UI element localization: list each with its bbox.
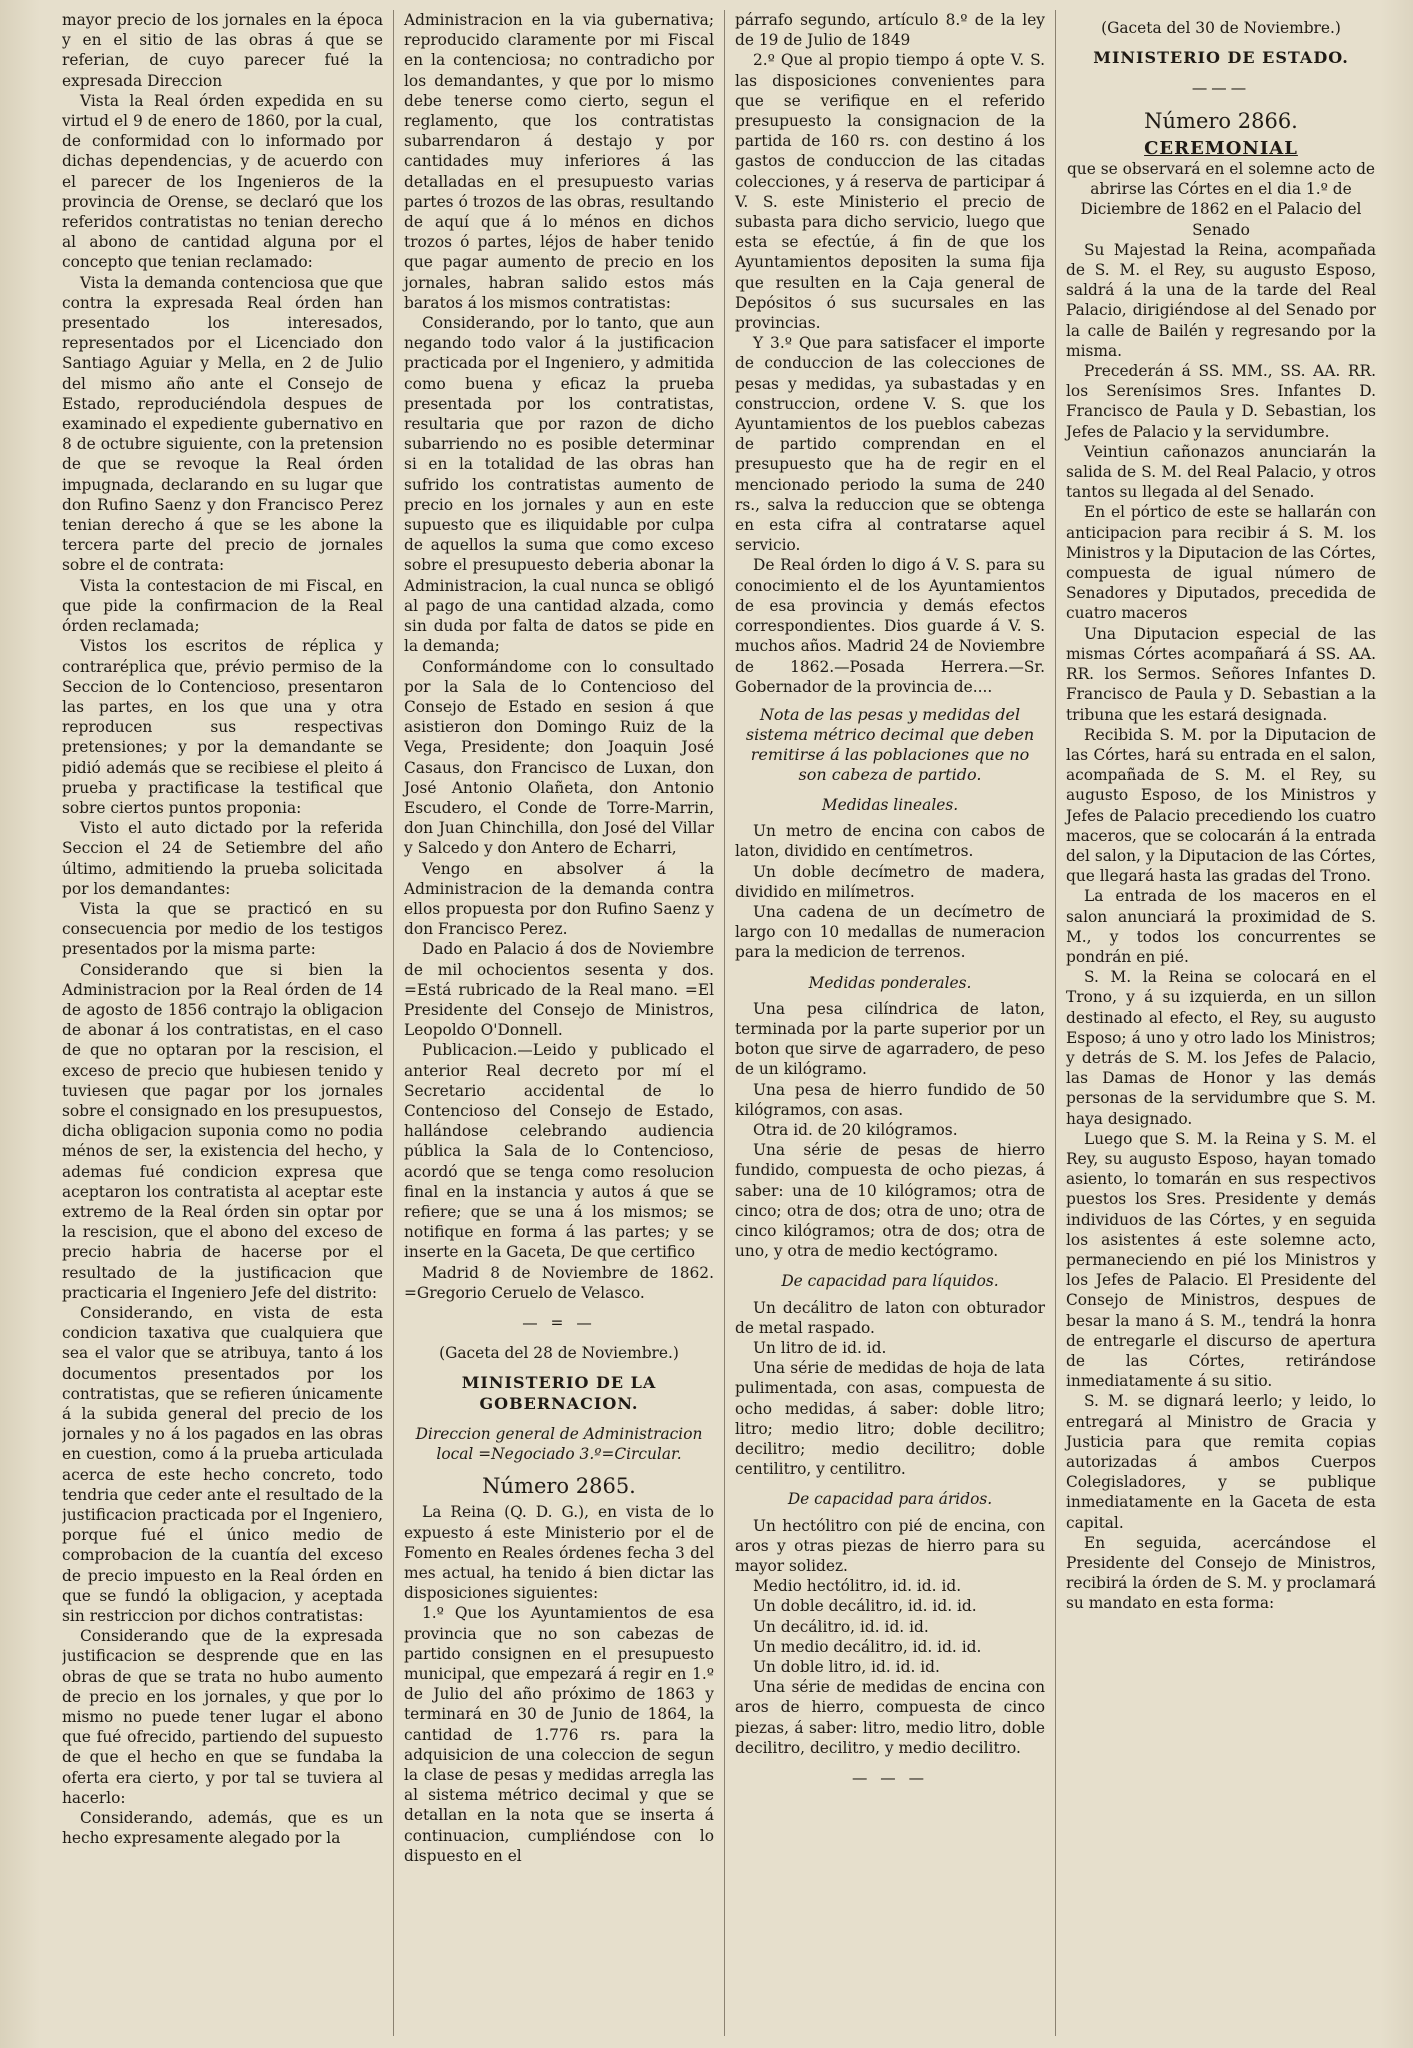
paragraph: La entrada de los maceros en el salon anunciará la proximidad de S. M., y todos los concurrentes se pondrán en pié. <box>1066 887 1376 966</box>
paragraph: Considerando, en vista de esta condicion taxativa que cualquiera que sea el valor que se atribuya, tanto á los documentos presentados por los contratistas, que se refieren únicamente á la subida general del precio de los jornales y no á los pagados en las obras en cuestion, como á la prueba articulada acerca de este hecho concreto, todo tendria que ceder ante el resultado de la justificacion practicada por el Ingeniero, porque fué el único medio de comprobacion de la cuantía del exceso de precio impuesto en la Real órden en que se fundó la obligacion, y aceptada sin restriccion por dichos contratistas: <box>62 1304 383 1626</box>
paragraph: Una série de medidas de hoja de lata pulimentada, con asas, compuesta de ocho medidas, á saber: doble litro; litro; medio litro; doble decilitro; decilitro; medio decilitro; doble centilitro, y centilitro. <box>735 1359 1045 1479</box>
paragraph: Vistos los escritos de réplica y contraréplica que, prévio permiso de la Seccion de lo Contencioso, presentaron las partes, en los que una y otra reproducen sus respectivas pretensiones; y por la demandante se pidió además que se recibiese el pleito á prueba y practificase la testifical que sobre ciertos puntos proponia: <box>62 637 383 817</box>
paragraph: Un litro de id. id. <box>753 1338 887 1357</box>
paragraph: Un doble decálitro, id. id. id. <box>753 1597 977 1616</box>
paragraph: Considerando que de la expresada justificacion se desprende que en las obras de que se trata no hubo aumento de precio en los jornales, y que por lo mismo no puede tener lugar el abono que fué ofrecido, partiendo del supuesto de que el hecho en que se fundaba la oferta era cierto, y por tal se tuviera al hacerlo: <box>62 1627 383 1807</box>
paragraph: Dado en Palacio á dos de Noviembre de mil ochocientos sesenta y dos. =Está rubricado de la Real mano. =El Presidente del Consejo de Ministros, Leopoldo O'Donnell. <box>404 940 714 1040</box>
paragraph: Vista la que se practicó en su consecuencia por medio de los testigos presentados por la misma parte: <box>62 899 383 959</box>
paragraph: Considerando que si bien la Administracion por la Real órden de 14 de agosto de 1856 contrajo la obligacion de abonar á los contratistas, en el caso de que no optaran por la rescision, el exceso de precio que hubiesen tenido y tuviesen que pagar por los jornales sobre el consignado en los presupuestos, dicha obligacion suponia como no podia ménos de ser, la existencia del hecho, y ademas fué condicion expresa que aceptaron los contratista al aceptar este extremo de la Real órden sin optar por la rescision, que el abono del exceso de precio habria de hacerse por el resultado de la justificacion que practicaria el Ingeniero Jefe del distrito: <box>62 960 383 1302</box>
paragraph: Vista la contestacion de mi Fiscal, en que pide la confirmacion de la Real órden reclamada; <box>62 576 383 636</box>
separator: — — — <box>852 1769 928 1788</box>
paragraph: párrafo segundo, artículo 8.º de la ley de 19 de Julio de 1849 <box>735 11 1045 50</box>
paragraph: Veintiun cañonazos anunciarán la salida de S. M. del Real Palacio, y otros tantos su llegada al del Senado. <box>1066 442 1376 502</box>
ministry-heading: MINISTERIO DE ESTADO. <box>1093 48 1349 68</box>
column-3 <box>724 10 1055 2036</box>
paragraph: Una série de medidas de encina con aros de hierro, compuesta de cinco piezas, á saber: litro, medio litro, doble decilitro, decilitro, y medio decilitro. <box>735 1678 1045 1757</box>
paragraph: Vengo en absolver á la Administracion de la demanda contra ellos propuesta por don Rufino Saenz y don Francisco Perez. <box>404 859 714 939</box>
paragraph: Y 3.º Que para satisfacer el importe de conduccion de las colecciones de pesas y medidas, ya subastadas y en construccion, ordene V. S. que los Ayuntamientos de los pueblos cabezas de partido comprendan en el presupuesto que ha de regir en el mencionado periodo la suma de 240 rs., salva la reduccion que se obtenga en esta cifra al contratarse aquel servicio. <box>735 334 1045 555</box>
paragraph: que se observará en el solemne acto de abrirse las Córtes en el dia 1.º de Diciembre de 1862 en el Palacio del Senado <box>1066 160 1376 239</box>
paragraph: Considerando, por lo tanto, que aun negando todo valor á la justificacion practicada por el Ingeniero, y admitida como buena y eficaz la prueba presentada por los contratistas, resultaria que por razon de dicho subarriendo no es posible determinar si en la totalidad de las obras han sufrido los contratistas aumento de precio en los jornales y aun en este supuesto que es iliquidable por culpa de aquellos la suma que como exceso sobre el presupuesto deberia abonar la Administracion, la cual nunca se obligó al pago de una cantidad alzada, como sin duda por falta de datos se pide en la demanda; <box>404 314 714 656</box>
number-heading: Número 2865. <box>482 1474 636 1499</box>
section-caption: De capacidad para áridos. <box>787 1490 993 1509</box>
paragraph: Una pesa de hierro fundido de 50 kilógramos, con asas. <box>735 1080 1045 1119</box>
separator: — = — <box>522 1314 596 1332</box>
number-heading: Número 2866. <box>1144 108 1298 133</box>
paragraph: Madrid 8 de Noviembre de 1862. =Gregorio Ceruelo de Velasco. <box>404 1263 714 1302</box>
paragraph: Considerando, además, que es un hecho expresamente alegado por la <box>62 1809 383 1848</box>
paragraph: Una pesa cilíndrica de laton, terminada por la parte superior por un boton que sirve de agarradero, de peso de un kilógramo. <box>735 999 1045 1079</box>
note-title: Nota de las pesas y medidas del sistema métrico decimal que deben remitirse á las poblaciones que no son cabeza de partido. <box>745 704 1035 784</box>
paragraph: S. M. la Reina se colocará en el Trono, y á su izquierda, en un sillon destinado al efecto, el Rey, su augusto Esposo; á uno y otro lado los Ministros; y detrás de S. M. los Jefes de Palacio, las Damas de Honor y las demás personas de la servidumbre que S. M. haya designado. <box>1066 968 1376 1128</box>
paragraph: Un doble litro, id. id. id. <box>753 1658 940 1677</box>
paragraph: Publicacion.—Leido y publicado el anterior Real decreto por mí el Secretario accidental de lo Contencioso del Consejo de Estado, hallándose celebrando audiencia pública la Sala de lo Contencioso, acordó que se tenga como resolucion final en la instancia y autos á que se refiere; que se una á los mismos; se notifique en forma á las partes; y se inserte en la Gaceta, De que certifico <box>404 1041 714 1262</box>
column-2 <box>393 10 724 2036</box>
paragraph: Un hectólitro con pié de encina, con aros y otras piezas de hierro para su mayor solidez. <box>735 1516 1045 1576</box>
section-caption: Direccion general de Administracion local =Negociado 3.º=Circular. <box>415 1424 703 1464</box>
section-caption: De capacidad para líquidos. <box>781 1272 999 1291</box>
paragraph: Un doble decímetro de madera, dividido en milímetros. <box>735 862 1045 901</box>
paragraph: Un metro de encina con cabos de laton, dividido en centímetros. <box>735 822 1045 861</box>
paragraph: Luego que S. M. la Reina y S. M. el Rey, su augusto Esposo, hayan tomado asiento, lo tomarán en sus respectivos puestos los Sres. Presidente y demás individuos de las Córtes, y en seguida los asistentes á este solemne acto, permaneciendo en pié los Ministros y los Jefes de Palacio. El Presidente del Consejo de Ministros, despues de besar la mano á S. M., tendrá la honra de entregarle el discurso de apertura de las Córtes, retirándose inmediatamente á su sitio. <box>1066 1129 1376 1391</box>
section-caption: Medidas lineales. <box>821 795 959 814</box>
separator: ——— <box>1191 79 1251 98</box>
paragraph: Un decálitro de laton con obturador de metal raspado. <box>735 1298 1045 1337</box>
paragraph: mayor precio de los jornales en la época y en el sitio de las obras á que se referian, de cuyo parecer fué la expresada Direccion <box>62 11 383 90</box>
ministry-heading: MINISTERIO DE LA GOBERNACION. <box>461 1373 657 1413</box>
paragraph: S. M. se dignará leerlo; y leido, lo entregará al Ministro de Gracia y Justicia para que remita copias autorizadas á ambos Cuerpos Colegisladores, y se publique inmediatamente en la Gaceta de esta capital. <box>1066 1392 1376 1532</box>
paragraph: Vista la Real órden expedida en su virtud el 9 de enero de 1860, por la cual, de conformidad con lo informado por dichas dependencias, y de acuerdo con el parecer de los Ingenieros de la provincia de Orense, se declaró que los referidos contratistas no tenian derecho al abono de cantidad alguna por el concepto que tenian reclamado: <box>62 91 383 272</box>
paragraph: La Reina (Q. D. G.), en vista de lo expuesto á este Ministerio por el de Fomento en Reales órdenes fecha 3 del mes actual, ha tenido á bien dictar las disposiciones siguientes: <box>404 1503 714 1603</box>
paragraph: Una Diputacion especial de las mismas Córtes acompañará á SS. AA. RR. los Sermos. Señores Infantes D. Francisco de Paula y D. Sebastian a la tribuna que les estará designada. <box>1066 624 1376 724</box>
paragraph: Conformándome con lo consultado por la Sala de lo Contencioso del Consejo de Estado en sesion á que asistieron don Domingo Ruiz de la Vega, Presidente; don Joaquin José Casaus, don Francisco de Luxan, don José Antonio Olañeta, don Antonio Escudero, el Conde de Torre-Marrin, don Juan Chinchilla, don José del Villar y Salcedo y don Antero de Echarri, <box>404 657 714 858</box>
paragraph: En seguida, acercándose el Presidente del Consejo de Ministros, recibirá la órden de S. M. y proclamará su mandato en esta forma: <box>1066 1533 1376 1613</box>
paragraph: Vista la demanda contenciosa que que contra la expresada Real órden han presentado los interesados, representados por el Licenciado don Santiago Aguiar y Mella, en 2 de Julio del mismo año ante el Consejo de Estado, reproduciéndola despues de examinado el expediente gubernativo en 8 de octubre siguiente, con la pretension de que se revoque la Real órden impugnada, declarando en su lugar que don Rufino Saenz y don Francisco Perez tenian derecho á que se les abone la tercera parte del precio de jornales sobre el de contrata: <box>62 273 383 575</box>
gaceta-date: (Gaceta del 30 de Noviembre.) <box>1101 19 1341 37</box>
paragraph: Visto el auto dictado por la referida Seccion el 24 de Setiembre del año último, admitiendo la prueba solicitada por los demandantes: <box>62 819 383 898</box>
paragraph: Su Majestad la Reina, acompañada de S. M. el Rey, su augusto Esposo, saldrá á la una de la tarde del Real Palacio, dirigiéndose al del Senado por la calle de Bailén y regresando por la misma. <box>1066 240 1376 360</box>
paragraph: 1.º Que los Ayuntamientos de esa provincia que no son cabezas de partido consignen en el presupuesto municipal, que empezará á regir en 1.º de Julio del año próximo de 1863 y terminará en 30 de Junio de 1864, la cantidad de 1.776 rs. para la adquisicion de una coleccion de segun la clase de pesas y medidas arregla las al sistema métrico decimal y que se detallan en la nota que se inserta á continuacion, cumpliéndose con lo dispuesto en el <box>404 1604 714 1865</box>
gaceta-date: (Gaceta del 28 de Noviembre.) <box>439 1344 679 1363</box>
column-1 <box>62 10 393 2036</box>
paragraph: En el pórtico de este se hallarán con anticipacion para recibir á S. M. los Ministros y la Diputacion de las Córtes, compuesta de igual número de Senadores y Diputados, precedida de cuatro maceros <box>1066 503 1376 623</box>
paragraph: Una série de pesas de hierro fundido, compuesta de ocho piezas, á saber: una de 10 kilógramos; otra de cinco; otra de dos; otra de uno; otra de cinco kilógramos; otra de dos; otra de uno, y otra de medio kectógramo. <box>735 1141 1045 1261</box>
paragraph: Otra id. de 20 kilógramos. <box>753 1120 958 1139</box>
paragraph: Una cadena de un decímetro de largo con 10 medallas de numeracion para la medicion de terrenos. <box>735 902 1045 962</box>
paragraph: Administracion en la via gubernativa; reproducido claramente por mi Fiscal en la contenciosa; no contradicho por los demandantes, y que por lo mismo debe tenerse como cierto, segun el reglamento, que los contratistas subarrendaron á destajo y por cantidades muy inferiores á las detalladas en el presupuesto varias partes ó trozos de las obras, resultando de aquí que á lo ménos en dichos trozos ó partes, léjos de haber tenido que pagar aumento de precio en los jornales, habran salido estos más baratos á los mismos contratistas: <box>404 11 714 312</box>
paragraph: Precederán á SS. MM., SS. AA. RR. los Serenísimos Sres. Infantes D. Francisco de Paula y D. Sebastian, los Jefes de Palacio y la servidumbre. <box>1066 362 1376 441</box>
paragraph: De Real órden lo digo á V. S. para su conocimiento el de los Ayuntamientos de esa provincia y demás efectos correspondientes. Dios guarde á V. S. muchos años. Madrid 24 de Noviembre de 1862.—Posada Herrera.—Sr. Gobernador de la provincia de.... <box>735 556 1045 696</box>
ceremonial-heading: CEREMONIAL <box>1144 137 1298 159</box>
paragraph: Un decálitro, id. id. id. <box>753 1617 929 1636</box>
paragraph: Recibida S. M. por la Diputacion de las Córtes, hará su entrada en el salon, acompañada de S. M. el Rey, su augusto Esposo, de los Ministros y Jefes de Palacio precediendo los cuatro maceros, que se colocarán á la entrada del salon, y la Diputacion de las Córtes, que llegará hasta las gradas del Trono. <box>1066 725 1376 886</box>
paragraph: 2.º Que al propio tiempo á opte V. S. las disposiciones convenientes para que se verifique en el referido presupuesto la consignacion de la partida de 160 rs. con destino á los gastos de conduccion de las citadas colecciones, y á reserva de participar á V. S. este Ministerio el precio de subasta para dicho servicio, luego que esta se efectúe, á fin de que los Ayuntamientos depositen la suma fija que resulten en la Caja general de Depósitos ó sus sucursales en las provincias. <box>735 51 1045 333</box>
paragraph: Un medio decálitro, id. id. id. <box>753 1637 982 1656</box>
paragraph: Medio hectólitro, id. id. id. <box>753 1577 962 1596</box>
section-caption: Medidas ponderales. <box>808 973 972 992</box>
column-4 <box>1055 10 1386 2036</box>
